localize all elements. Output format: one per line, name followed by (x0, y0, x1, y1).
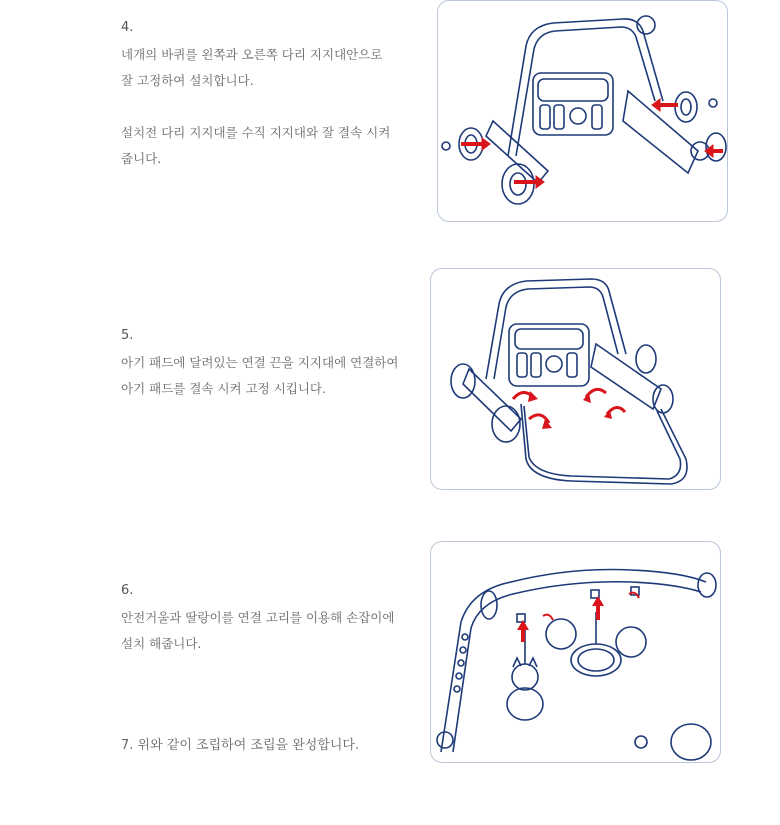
step-4-line-4: 줍니다. (121, 151, 162, 166)
step-5-text (121, 350, 398, 402)
baby-pad-connection-illustration (430, 268, 721, 490)
step-5-line-1: 아기 패드에 달려있는 연결 끈을 지지대에 연결하여 (121, 355, 399, 370)
step-4-number: 4. (121, 20, 134, 35)
step-4-line-3: 설치전 다리 지지대를 수직 지지대와 잘 결속 시켜 (121, 125, 391, 140)
step-6-line-1: 안전거울과 딸랑이를 연결 고리를 이용해 손잡이에 (121, 610, 395, 625)
step-7-text: 7. 위와 같이 조립하여 조립을 완성합니다. (121, 738, 360, 753)
step-5-line-2: 아기 패드를 결속 시켜 고정 시킵니다. (121, 381, 326, 396)
step-4-line-2: 잘 고정하여 설치합니다. (121, 73, 254, 88)
step-6-text (121, 605, 394, 657)
step-4-text (121, 42, 390, 172)
wheel-installation-illustration (437, 0, 728, 222)
step-6-line-2: 설치 해줍니다. (121, 636, 202, 651)
step-6-number: 6. (121, 583, 134, 598)
step-5-number: 5. (121, 328, 134, 343)
mirror-rattle-installation-illustration (430, 541, 721, 763)
step-4-line-1: 네개의 바퀴를 왼쪽과 오른쪽 다리 지지대안으로 (121, 47, 383, 62)
